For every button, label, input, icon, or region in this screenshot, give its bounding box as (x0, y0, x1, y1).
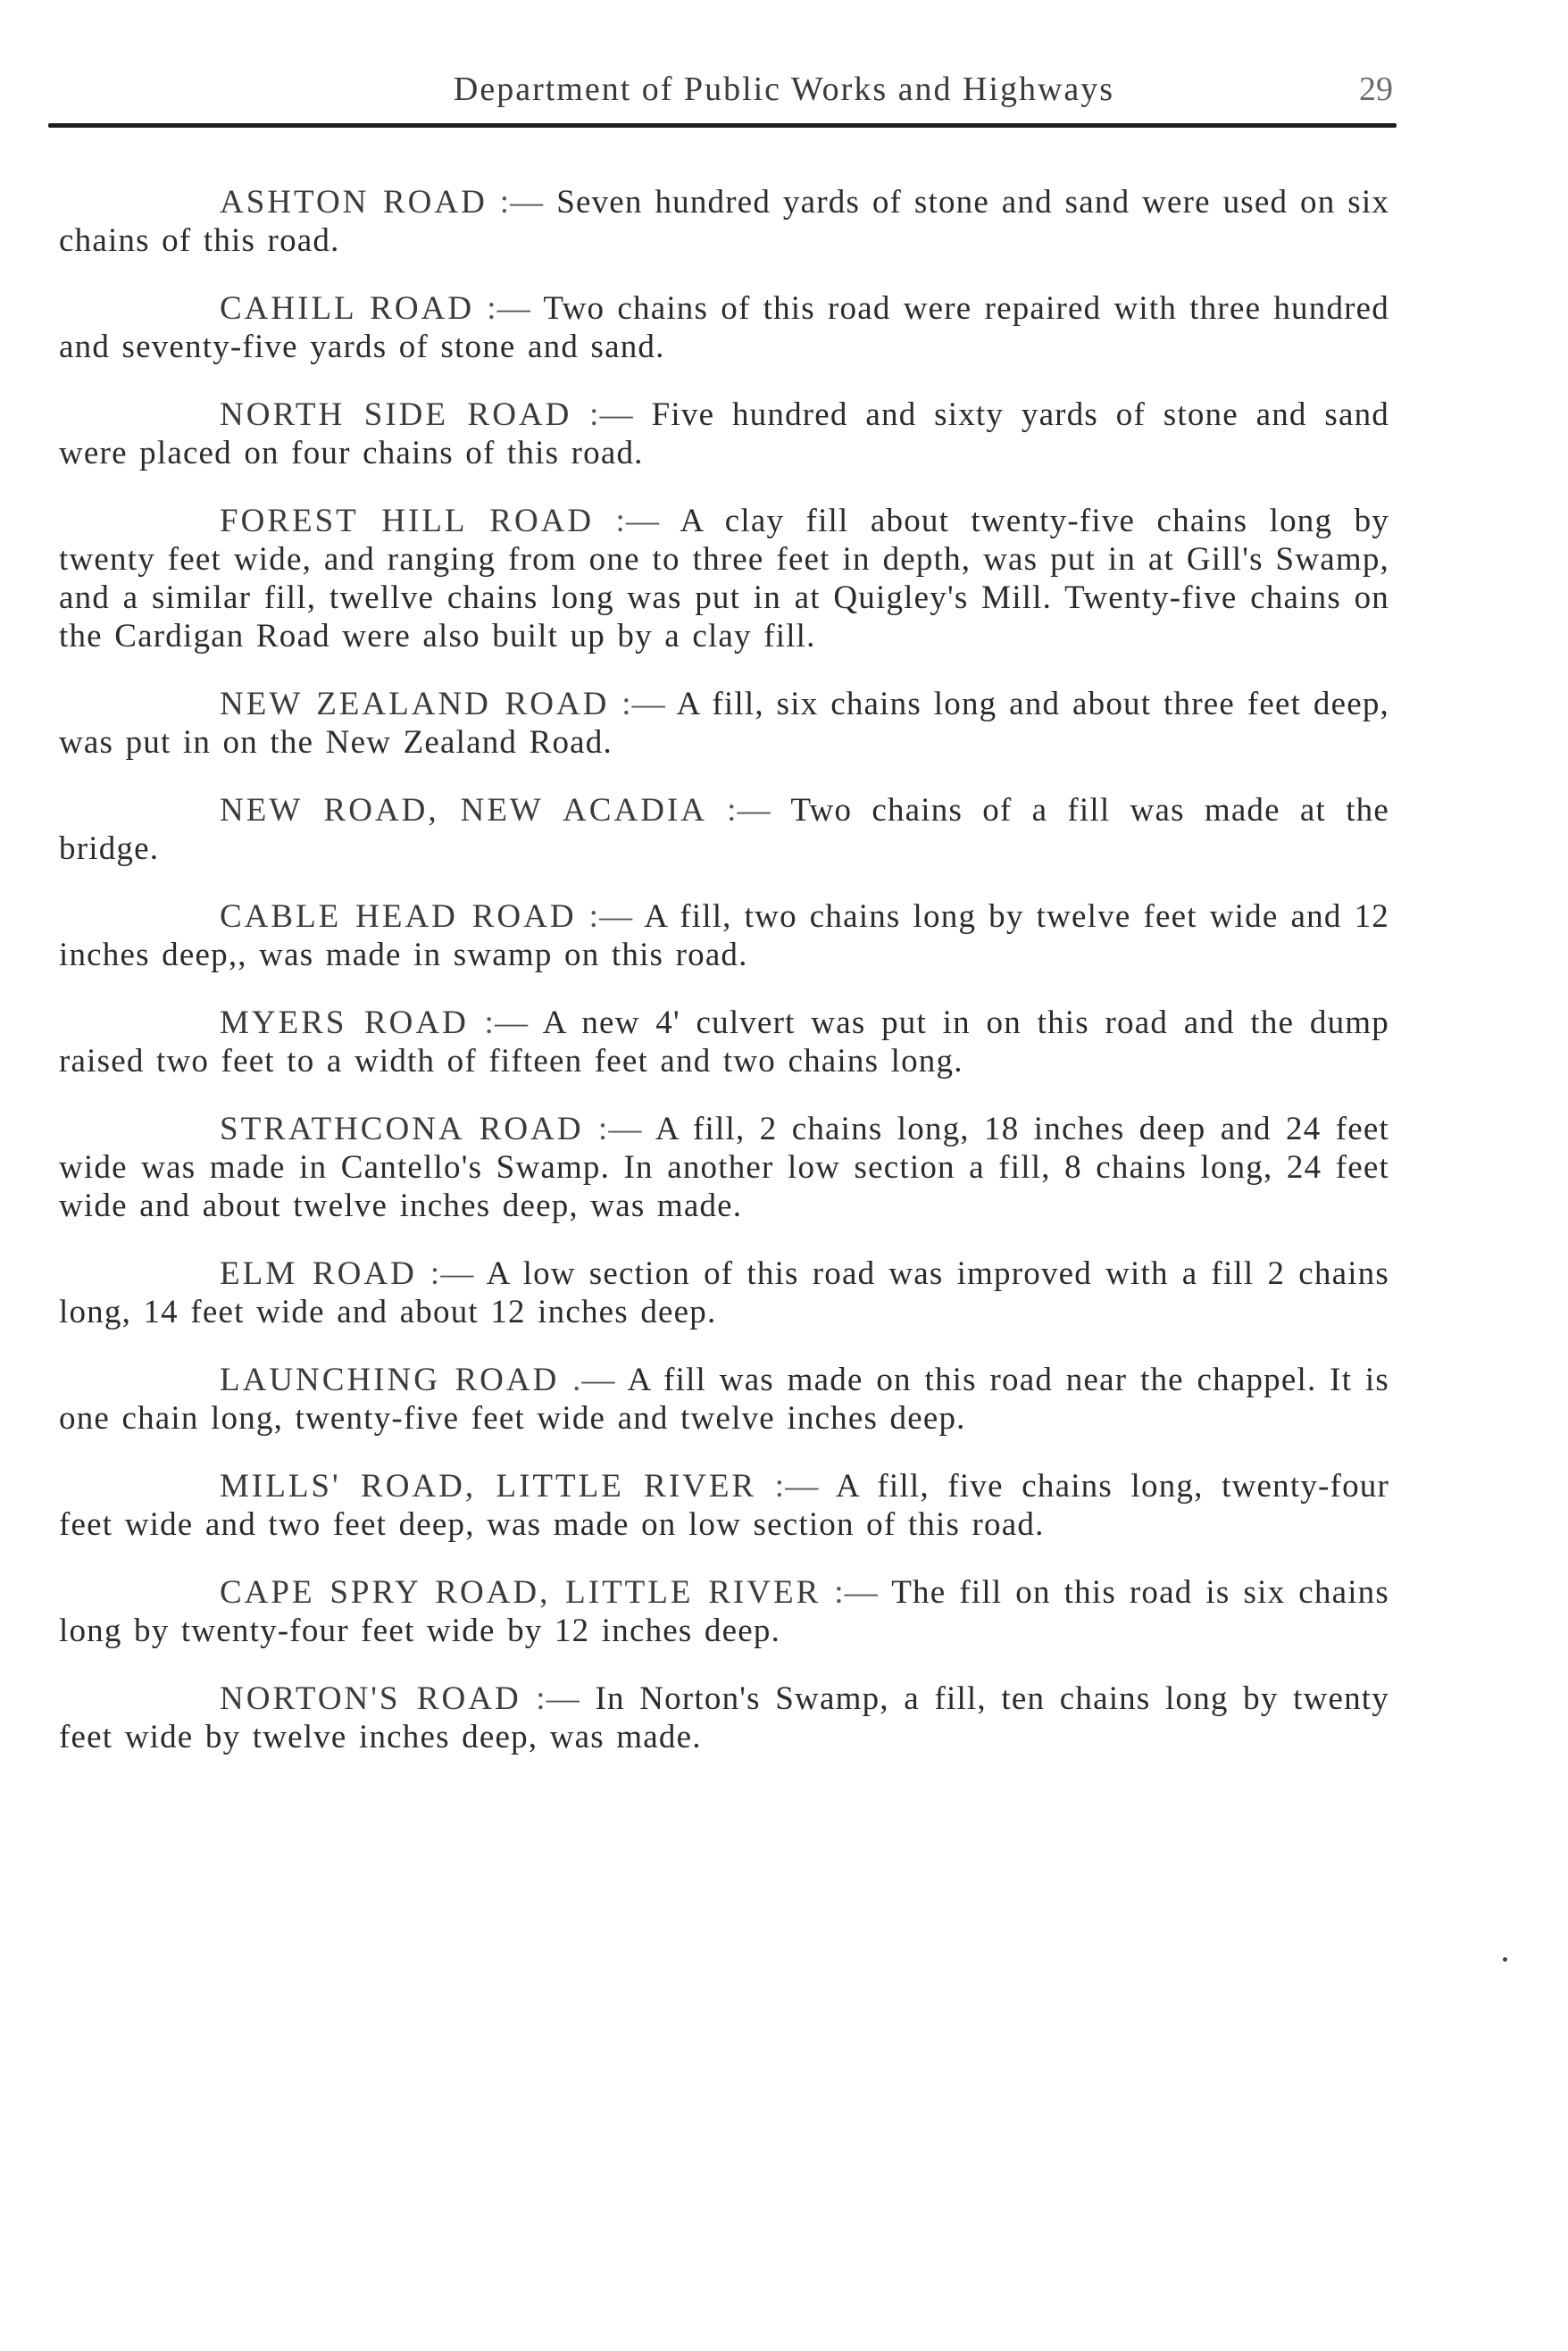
road-entry (59, 1255, 1389, 1331)
road-description: Two chains of a fill was made at the bridge. (59, 792, 1389, 867)
road-name: LAUNCHING ROAD (220, 1362, 560, 1398)
header-rule (48, 123, 1397, 128)
road-description: A fill, six chains long and about three feet deep, was put in on the New Zealand Road. (59, 686, 1389, 761)
road-name: NORTH SIDE ROAD (220, 396, 572, 433)
road-entry (59, 502, 1389, 655)
entry-separator: :— (484, 1005, 530, 1041)
road-entry (59, 1573, 1389, 1650)
entry-separator: .— (572, 1362, 616, 1398)
road-description: A low section of this road was improved with a fill 2 chains long, 14 feet wide and about 12 inches deep. (59, 1255, 1389, 1330)
road-name: CAHILL ROAD (220, 290, 475, 327)
road-entry (59, 183, 1389, 260)
entry-separator: :— (588, 898, 634, 935)
road-name: FOREST HILL ROAD (220, 503, 595, 539)
road-entry (59, 685, 1389, 762)
road-name: ELM ROAD (220, 1255, 417, 1292)
road-name: NEW ROAD, NEW ACADIA (220, 792, 707, 829)
entry-separator: :— (536, 1680, 580, 1717)
road-description: A fill, 2 chains long, 18 inches deep and 24 feet wide was made in Cantello's Swamp. In another low section a fill, 8 chains long, 24 feet wide and about twelve inches deep, was made. (59, 1111, 1390, 1224)
road-entry (59, 289, 1389, 366)
road-name: ASHTON ROAD (220, 184, 488, 221)
road-name: NORTON'S ROAD (220, 1680, 521, 1717)
entry-separator: :— (621, 686, 666, 722)
print-speck (1503, 1957, 1507, 1962)
entry-separator: :— (615, 503, 661, 539)
entry-separator: :— (597, 1111, 643, 1147)
road-entry (59, 897, 1389, 974)
road-name: NEW ZEALAND ROAD (220, 686, 610, 722)
road-description: A new 4' culvert was put in on this road and the dump raised two feet to a width of fifteen feet and two chains long. (59, 1005, 1389, 1080)
road-name: MYERS ROAD (220, 1005, 469, 1041)
running-header (0, 70, 1568, 114)
road-description: A fill, two chains long by twelve feet wide and 12 inches deep,, was made in swamp on this road. (59, 898, 1389, 973)
entry-separator: :— (487, 290, 531, 327)
road-description: Five hundred and sixty yards of stone and sand were placed on four chains of this road. (59, 396, 1390, 471)
road-entry (59, 1004, 1389, 1080)
road-description: In Norton's Swamp, a fill, ten chains long by twenty feet wide by twelve inches deep, was made. (59, 1680, 1389, 1755)
road-name: STRATHCONA ROAD (220, 1111, 584, 1147)
road-description: A fill was made on this road near the chappel. It is one chain long, twenty-five feet wide and twelve inches deep. (59, 1362, 1389, 1437)
road-description: The fill on this road is six chains long by twenty-four feet wide by 12 inches deep. (59, 1574, 1389, 1649)
entry-separator: :— (774, 1468, 820, 1505)
road-entry (59, 1680, 1389, 1756)
entry-separator: :— (589, 396, 634, 433)
entry-separator: :— (430, 1255, 475, 1292)
running-title: Department of Public Works and Highways (453, 71, 1115, 108)
road-description: A fill, five chains long, twenty-four feet wide and two feet deep, was made on low section of this road. (59, 1468, 1389, 1543)
road-entry (59, 1361, 1389, 1438)
entry-separator: :— (727, 792, 771, 829)
road-report-list (59, 183, 1389, 1786)
road-entry (59, 791, 1389, 868)
road-entry (59, 1110, 1389, 1225)
road-name: CAPE SPRY ROAD, LITTLE RIVER (220, 1574, 822, 1611)
road-description: Seven hundred yards of stone and sand were used on six chains of this road. (59, 184, 1390, 259)
road-name: MILLS' ROAD, LITTLE RIVER (220, 1468, 757, 1505)
page-number: 29 (1359, 71, 1393, 108)
road-entry (59, 1467, 1389, 1544)
entry-separator: :— (834, 1574, 879, 1611)
road-entry (59, 396, 1389, 472)
road-name: CABLE HEAD ROAD (220, 898, 577, 935)
road-description: Two chains of this road were repaired with three hundred and seventy-five yards of stone and sand. (59, 290, 1389, 365)
entry-separator: :— (499, 184, 545, 221)
road-description: A clay fill about twenty-five chains long by twenty feet wide, and ranging from one to three feet in depth, was put in at Gill's Swamp, and a similar fill, twellve chains long was put in at Quigley's Mill. Twenty-five chains on the Cardigan Road were also built up by a clay fill. (59, 503, 1389, 654)
